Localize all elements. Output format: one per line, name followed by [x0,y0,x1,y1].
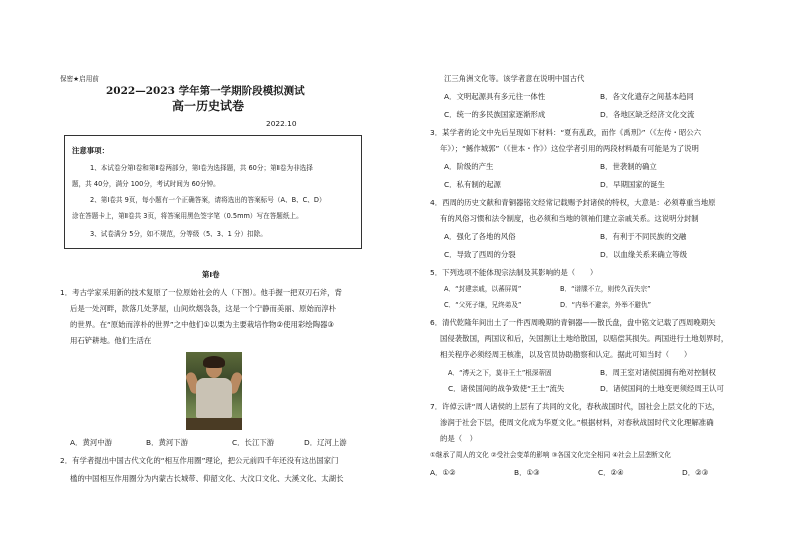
question-line: 槛的中国相互作用圈分为内蒙古长城带、仰韶文化、大汶口文化、大溪文化、太湖长 [70,474,344,483]
notice-line: 3、试卷满分 5分，如不规范，分等级（5、3、1 分）扣除。 [90,230,267,238]
notice-line: 2、第Ⅰ卷共 9页，每小题有一个正确答案，请将选出的答案标号（A、B、C、D） [90,196,326,204]
option-d: D．以血缘关系来确立等级 [600,250,687,259]
option-c: C．私有制的起源 [444,180,501,189]
option-a: A．①② [430,468,456,477]
question-line: 江三角洲文化等。该学者意在说明中国古代 [444,74,585,83]
question-line: 6．清代乾隆年间出土了一件西周晚期的青铜器——散氏盘，盘中铭文记载了西周晚期矢 [430,318,716,327]
option-b: B．①③ [514,468,540,477]
option-a: A．黄河中游 [70,438,113,447]
question-line: 4．西周的历史文献和青铜器铭文经常记载赐予封诸侯的特权，大意是：必须尊重当地原 [430,198,716,207]
exam-title: 2022—2023 学年第一学期阶段模拟测试 [106,85,305,97]
option-d: D．“内举不避亲，外举不避仇” [560,301,652,309]
notice-heading: 注意事项： [72,146,109,155]
option-a: A．“溥天之下，莫非王土”根深蒂固 [448,369,552,377]
reconstructed-human-photo [186,352,242,430]
notice-line: 题，共 40分，满分 100分，考试时间为 60分钟。 [72,180,220,188]
notice-line: 涂在答题卡上，第Ⅱ卷共 3页，将答案用黑色签字笔（0.5mm）写在答题纸上。 [72,212,303,220]
question-line: 年》）；“鲧作城郭”（《世本・作》）这位学者引用的两段材料最有可能是为了说明 [440,144,699,153]
option-b: B．周王室对诸侯国拥有绝对控制权 [600,368,716,377]
question-line: 5．下列选项不能体现宗法制及其影响的是（ ） [430,268,598,277]
section-label: 第Ⅰ卷 [202,270,220,279]
exam-subtitle: 高一历史试卷 [172,99,245,113]
statement-list: ①继承了周人的文化 ②受社会变革的影响 ③各国文化完全相同 ④社会上层垄断文化 [430,451,671,459]
option-c: C．②④ [598,468,624,477]
option-c: C．长江下游 [232,438,275,447]
question-line: 3．某学者的论文中先后呈现如下材料：“夏有乱政，而作《禹刑》”（《左传・昭公六 [430,128,702,137]
notice-line: 1、本试卷分第Ⅰ卷和第Ⅱ卷两部分，第Ⅰ卷为选择题，共 60分；第Ⅱ卷为非选择 [90,164,313,172]
question-line: 相关程序必须经周王核准，以及官员协助勘察和认定。据此可知当时（ ） [440,350,692,359]
option-a: A．强化了各地的风俗 [444,232,516,241]
question-line: 渗润于社会下层，使周文化成为华夏文化。”根据材料，对春秋战国时代文化理解准确 [440,418,714,427]
question-line: 的是（ ） [440,434,477,443]
option-b: B．“谱牒不立，则传久而失宗” [560,285,651,293]
option-d: D．各地区缺乏经济文化交流 [600,110,695,119]
question-line: 的世界。在“原始而淳朴的世界”之中他们①以栗为主要栽培作物②使用彩绘陶器③ [70,320,335,329]
option-a: A．“封建亲戚，以蕃屏周” [444,285,522,293]
option-c: C．导致了西周的分裂 [444,250,516,259]
exam-date: 2022.10 [266,119,297,128]
question-line: 1．考古学家采用新的技术复原了一位原始社会的人（下图）。他手握一把双刃石斧，背 [60,288,342,297]
question-line: 用石铲耕地。他们生活在 [70,336,152,345]
option-b: B．有利于不同民族的交融 [600,232,687,241]
option-d: D．辽河上游 [304,438,347,447]
secret-label: 保密★启用前 [60,75,99,83]
question-line: 国侵袭散国，两国议和后，矢国割让土地给散国，以赔偿其损失。两国进行土地划界时， [440,334,729,343]
option-c: C．诸侯国间的战争致使“王土”流失 [448,384,565,393]
option-b: B．世袭制的确立 [600,162,657,171]
option-d: D．早期国家的诞生 [600,180,665,189]
question-line: 2．有学者提出中国古代文化的“相互作用圈”理论，把公元前四千年还没有这出国家门 [60,456,339,465]
option-a: A．文明起源具有多元往一体性 [444,92,546,101]
option-d: D．②③ [682,468,709,477]
option-c: C．统一的多民族国家逐渐形成 [444,110,546,119]
option-c: C．“父死子继，兄终弟及” [444,301,522,309]
option-b: B．黄河下游 [146,438,189,447]
question-line: 有的风俗习惯和法令制度，也必须和当地的领袖们建立亲戚关系。这说明分封制 [440,214,699,223]
option-b: B．各文化遗存之间基本趋同 [600,92,694,101]
question-line: 7．许倬云讲“周人诸侯的上层有了共同的文化，春秋战国时代，国社会上层文化的下达， [430,402,720,411]
question-line: 后是一处河畔，款落几处茅屋，山间炊烟袅袅，这是一个宁静而美丽、原始而淳朴 [70,304,337,313]
option-a: A．阶级的产生 [444,162,494,171]
option-d: D．诸侯国间的土地变更须经周王认可 [600,384,724,393]
